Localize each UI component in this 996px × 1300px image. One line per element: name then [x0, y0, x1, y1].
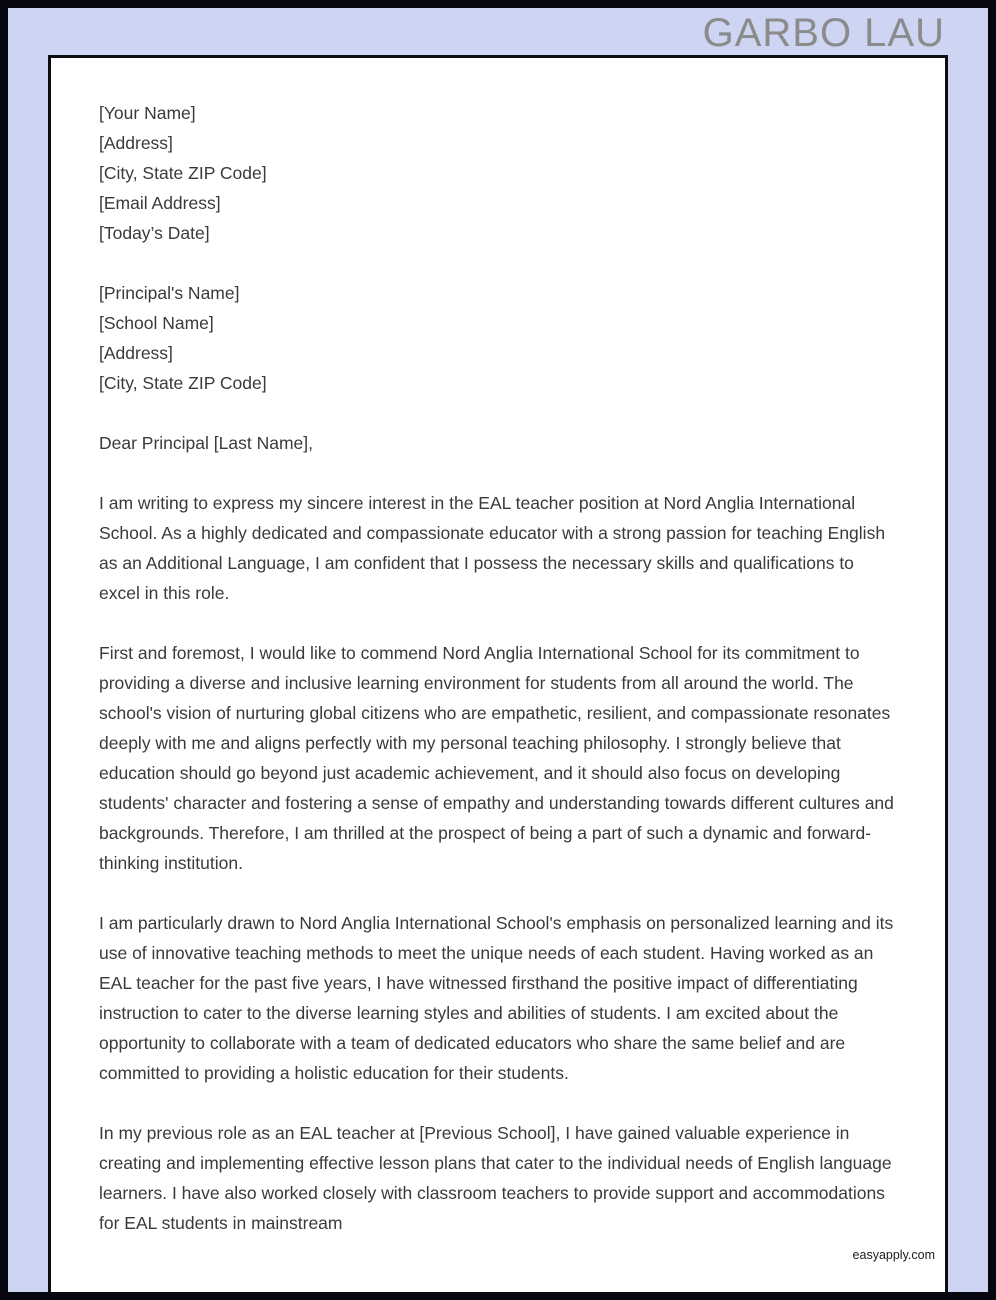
recipient-school-line: [School Name] [99, 313, 214, 333]
letter-paragraph-3: I am particularly drawn to Nord Anglia International School's emphasis on personalized learning and its use of innovative teaching methods to meet the unique needs of each student. Having worked as an EAL teacher for the past five years, I have witnessed firsthand the positive impact of differentiating instruction to cater to the diverse learning styles and abilities of students. I am excited about the opportunity to collaborate with a team of dedicated educators who share the same belief and are committed to providing a holistic education for their students. [99, 913, 894, 1083]
letter-paragraph-4: In my previous role as an EAL teacher at [Previous School], I have gained valuable experience in creating and implementing effective lesson plans that cater to the individual needs of English language learners. I have also worked closely with classroom teachers to provide support and accommodations for EAL students in mainstream [99, 1123, 892, 1233]
recipient-address-line: [Address] [99, 343, 173, 363]
letter-page [48, 55, 948, 1300]
recipient-name-line: [Principal's Name] [99, 283, 240, 303]
watermark-text: easyapply.com [852, 1248, 935, 1262]
letter-paragraph-2: First and foremost, I would like to commend Nord Anglia International School for its commitment to providing a diverse and inclusive learning environment for students from all around the world. The school's vision of nurturing global citizens who are empathetic, resilient, and compassionate resonates deeply with me and aligns perfectly with my personal teaching philosophy. I strongly believe that education should go beyond just academic achievement, and it should also focus on developing students' character and fostering a sense of empathy and understanding towards different cultures and backgrounds. Therefore, I am thrilled at the prospect of being a part of such a dynamic and forward-thinking institution. [99, 643, 894, 873]
brand-logo: GARBO LAU [702, 11, 945, 55]
sender-city-line: [City, State ZIP Code] [99, 163, 267, 183]
sender-name-line: [Your Name] [99, 103, 196, 123]
recipient-city-line: [City, State ZIP Code] [99, 373, 267, 393]
sender-date-line: [Today’s Date] [99, 223, 210, 243]
sender-address-block [99, 98, 899, 248]
recipient-address-block [99, 278, 899, 398]
cover-letter [99, 98, 899, 1238]
letter-paragraph-1: I am writing to express my sincere interest in the EAL teacher position at Nord Anglia International School. As a highly dedicated and compassionate educator with a strong passion for teaching English as an Additional Language, I am confident that I possess the necessary skills and qualifications to excel in this role. [99, 493, 886, 603]
sender-email-line: [Email Address] [99, 193, 221, 213]
sender-address-line: [Address] [99, 133, 173, 153]
salutation: Dear Principal [Last Name], [99, 433, 313, 453]
